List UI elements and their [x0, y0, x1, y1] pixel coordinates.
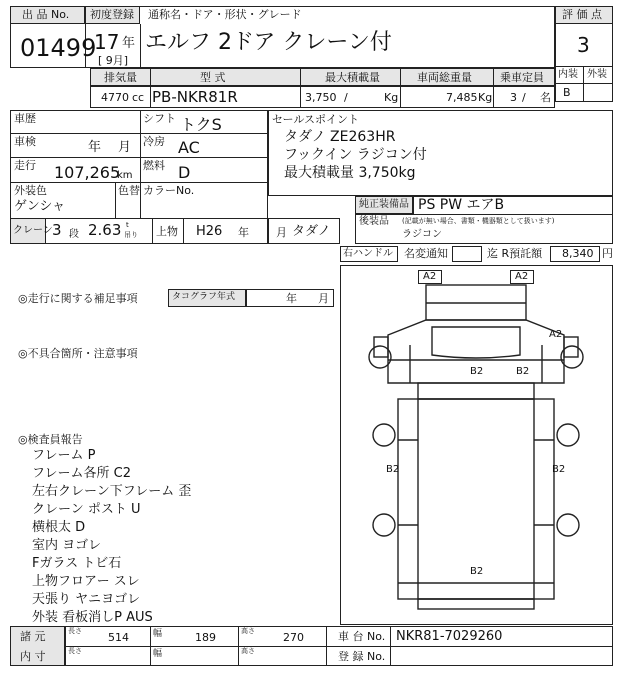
exterior-color-label: 外装色 — [14, 184, 47, 197]
sales-line-1: タダノ ZE263HR — [284, 129, 396, 145]
gross-weight-unit: Kg — [478, 91, 493, 104]
rear-bumper — [418, 599, 534, 609]
mark-a2-right: A2 — [549, 329, 563, 340]
deposit: 8,340 — [562, 247, 594, 260]
color-no-label: 色替 — [118, 184, 140, 197]
reg-year: 17 — [94, 30, 120, 54]
sales-label: セールスポイント — [272, 113, 360, 126]
width-label: 幅 — [153, 629, 163, 639]
sales-line-2: フックイン ラジコン付 — [284, 147, 427, 163]
upper-year-unit: 年 — [238, 226, 249, 239]
inspection-label: 車検 — [14, 135, 36, 148]
width: 189 — [195, 631, 216, 644]
length-label: 長さ — [68, 627, 82, 635]
height: 270 — [283, 631, 304, 644]
inspector-line-6: 室内 ヨゴレ — [32, 538, 102, 553]
inspector-line-4: クレーン ポスト U — [32, 502, 141, 517]
crane-tons-unit-t: t — [126, 221, 129, 229]
car-name: エルフ 2ドア クレーン付 — [145, 30, 392, 55]
mark-b2-rear: B2 — [470, 566, 484, 577]
inspector-line-7: Fガラス トビ石 — [32, 556, 122, 571]
model-label: 型 式 — [200, 71, 226, 84]
crane-base — [418, 383, 534, 399]
inspector-line-3: 左右クレーン下フレーム 歪 — [32, 484, 192, 499]
running-notes-label: ◎走行に関する補足事項 — [18, 292, 138, 305]
int-length-label: 長さ — [68, 647, 82, 655]
mark-b2-bed-right: B2 — [552, 464, 566, 475]
name-change-label: 名変通知 — [404, 247, 448, 260]
exterior-color: ゲンシャ — [14, 199, 66, 214]
crane-tons: 2.63 — [88, 221, 122, 239]
defects-label: ◎不具合箇所・注意事項 — [18, 347, 138, 360]
inspector-line-9: 天張り ヤニヨゴレ — [32, 592, 141, 607]
chassis-label: 車 台 No. — [338, 630, 386, 643]
shift-label: シフト — [143, 112, 176, 125]
details-frame — [10, 110, 268, 244]
upper-year: H26 — [196, 224, 223, 239]
aftermarket-note: (記載が無い場合、書類・機器類として扱います) — [402, 217, 555, 225]
displacement-unit: cc — [132, 91, 145, 104]
capacity-slash: / — [522, 91, 526, 104]
mark-b2-cab-left: B2 — [470, 366, 484, 377]
crane-stage: 3 — [52, 221, 62, 239]
right-hand-label: 右ハンドル — [343, 248, 393, 259]
lot-label: 出 品 No. — [22, 8, 70, 21]
mark-b2-cab-right: B2 — [516, 366, 530, 377]
fuel: D — [178, 163, 191, 182]
inspector-line-8: 上物フロアー スレ — [32, 574, 140, 589]
mileage-unit: km — [117, 170, 133, 181]
chassis: NKR81-7029260 — [396, 629, 503, 644]
inspector-label: ◎検査員報告 — [18, 433, 83, 446]
color-code-label: カラーNo. — [143, 184, 195, 197]
tachograph-label: タコグラフ年式 — [172, 292, 236, 302]
tachograph-year-unit: 年 — [286, 292, 297, 305]
max-load-label: 最大積載量 — [325, 71, 380, 84]
genuine: PS PW エアB — [418, 197, 505, 213]
height-label: 高さ — [241, 627, 255, 635]
crane-label: クレーン — [13, 225, 53, 236]
mark-a2-top-left: A2 — [423, 271, 437, 282]
mark-b2-bed-left: B2 — [386, 464, 400, 475]
first-reg-label: 初度登録 — [90, 8, 134, 21]
max-load-slash: / — [344, 91, 348, 104]
windshield — [432, 327, 520, 358]
interior-score: B — [563, 86, 571, 99]
inspector-line-10: 外装 看板消しP AUS — [32, 610, 153, 625]
inspection-year: 年 — [88, 140, 102, 155]
capacity-unit: 名 — [540, 91, 551, 104]
reg-year-unit: 年 — [122, 36, 136, 51]
gross-weight: 7,485 — [446, 91, 478, 104]
max-load: 3,750 — [305, 91, 337, 104]
int-height-label: 高さ — [241, 647, 255, 655]
lot-number: 01499 — [20, 34, 97, 62]
genuine-label: 純正装備品 — [359, 199, 409, 210]
mileage-label: 走行 — [14, 159, 36, 172]
ac: AC — [178, 138, 200, 157]
aftermarket-label: 後装品 — [359, 216, 389, 227]
tachograph-month-unit: 月 — [318, 292, 329, 305]
score: 3 — [577, 33, 590, 57]
length: 514 — [108, 631, 129, 644]
aftermarket: ラジコン — [402, 229, 442, 240]
mileage: 107,265 — [54, 163, 121, 182]
interior-dims-label: 内 寸 — [20, 650, 46, 663]
upper-maker: タダノ — [292, 224, 331, 239]
max-load-unit: Kg — [384, 91, 399, 104]
name-change-box — [452, 246, 482, 262]
inspector-line-5: 横根太 D — [32, 520, 86, 535]
ac-label: 冷房 — [143, 135, 165, 148]
exterior-label: 外装 — [587, 69, 607, 80]
registration-label: 登 録 No. — [338, 650, 386, 663]
inspector-line-1: フレーム P — [32, 448, 96, 463]
shift: トクS — [180, 115, 222, 134]
history-label: 車歴 — [14, 112, 36, 125]
r-check-label: 迄 R預託額 — [487, 247, 543, 260]
inspection-month: 月 — [118, 140, 132, 155]
interior-label: 内装 — [558, 69, 578, 80]
displacement: 4770 — [101, 91, 129, 104]
inspector-line-2: フレーム各所 C2 — [32, 466, 131, 481]
model: PB-NKR81R — [152, 88, 238, 106]
crane-stage-unit: 段 — [69, 229, 79, 240]
capacity-label: 乗車定員 — [500, 71, 544, 84]
name-label: 通称名・ドア・形状・グレード — [148, 8, 302, 21]
deposit-unit: 円 — [602, 247, 613, 260]
dims-label: 諸 元 — [20, 630, 46, 643]
displacement-label: 排気量 — [104, 71, 137, 84]
upper-month-unit: 月 — [276, 226, 287, 239]
mark-a2-top-right: A2 — [515, 271, 529, 282]
gross-weight-label: 車両総重量 — [417, 71, 472, 84]
reg-month: 9 — [105, 54, 113, 67]
score-label: 評 価 点 — [562, 8, 602, 21]
specs-header-bg — [90, 68, 555, 86]
upper-label: 上物 — [156, 225, 178, 238]
sales-line-3: 最大積載量 3,750kg — [284, 165, 416, 181]
int-width-label: 幅 — [153, 649, 163, 659]
capacity: 3 — [510, 91, 517, 104]
fuel-label: 燃料 — [143, 159, 165, 172]
crane-tons-unit: 吊り — [124, 231, 138, 239]
